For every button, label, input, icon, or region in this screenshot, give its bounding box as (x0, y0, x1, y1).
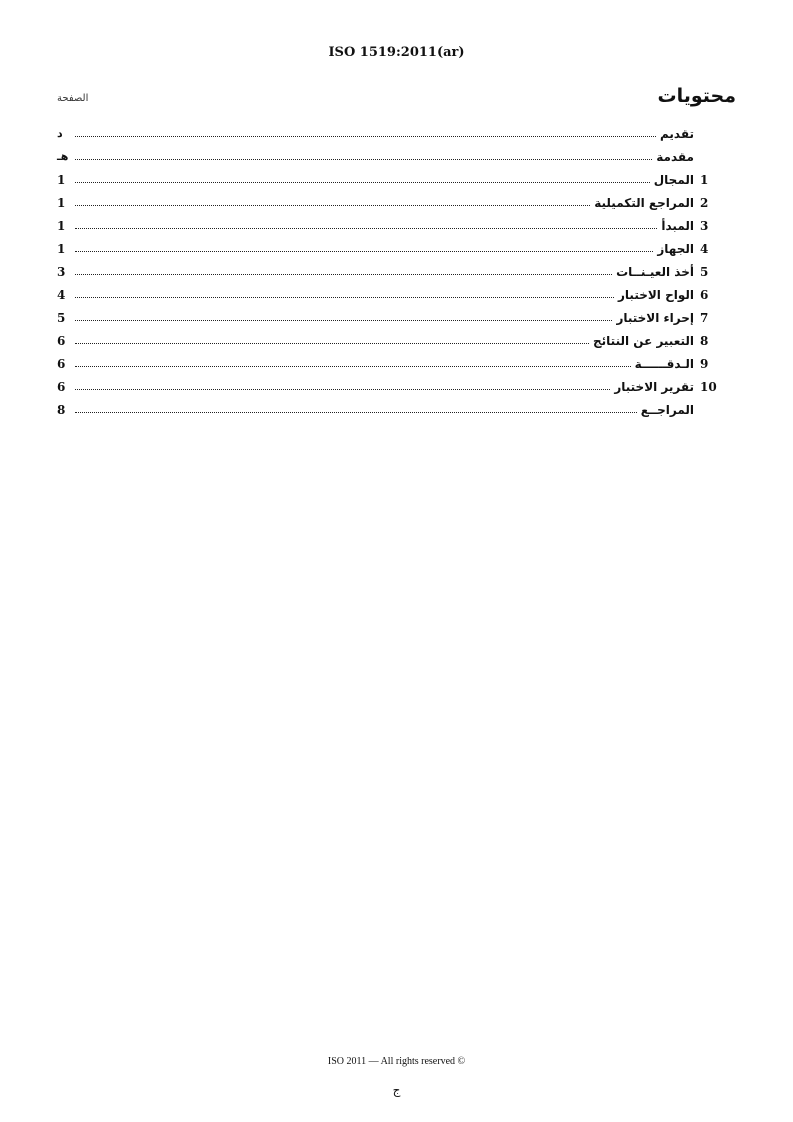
toc-entry-page: 6 (57, 333, 66, 348)
toc-entry-title: المبدأ (661, 218, 694, 233)
toc-entry-number: 5 (700, 264, 709, 279)
dot-leader (75, 389, 610, 390)
toc-entry-bibliography[interactable] (57, 398, 736, 421)
toc-entry-title: مقدمة (656, 149, 694, 164)
toc-entry-page: 6 (57, 379, 66, 394)
dot-leader (75, 182, 650, 183)
toc-entry-number: 10 (700, 379, 717, 394)
toc-entry-number: 7 (700, 310, 709, 325)
toc-title: محتويات (657, 85, 736, 107)
toc-entry-page: هـ (57, 150, 69, 163)
toc-entry-title: أخذ العيـنــات (616, 264, 694, 279)
toc-entry-7[interactable] (57, 306, 736, 329)
toc-entry-title: الواح الاختبار (618, 287, 694, 302)
toc-entry-title: إحراء الاختبار (616, 310, 694, 325)
toc-entry-5[interactable] (57, 260, 736, 283)
dot-leader (75, 274, 612, 275)
toc-entry-title: المراجــع (640, 402, 694, 417)
toc-entry-page: 1 (57, 218, 66, 233)
toc-entry-title: المجال (653, 172, 694, 187)
toc-entry-foreword[interactable] (57, 122, 736, 145)
toc-entry-page: د (57, 127, 63, 140)
dot-leader (75, 205, 590, 206)
dot-leader (75, 159, 652, 160)
dot-leader (75, 136, 656, 137)
dot-leader (75, 412, 637, 413)
toc-entry-3[interactable] (57, 214, 736, 237)
dot-leader (75, 251, 653, 252)
toc-entry-title: التعبير عن النتائج (593, 333, 694, 348)
toc-entry-6[interactable] (57, 283, 736, 306)
toc-entry-1[interactable] (57, 168, 736, 191)
toc-entry-number: 2 (700, 195, 709, 210)
dot-leader (75, 297, 614, 298)
dot-leader (75, 366, 631, 367)
toc-entry-title: الجهاز (657, 241, 694, 256)
toc-entry-title: الـدقــــــة (634, 356, 694, 371)
toc-entry-8[interactable] (57, 329, 736, 352)
toc-entry-title: تقديم (660, 126, 694, 141)
toc-entry-introduction[interactable] (57, 145, 736, 168)
toc-entry-number: 8 (700, 333, 709, 348)
toc-entry-number: 6 (700, 287, 709, 302)
toc-entry-number: 9 (700, 356, 709, 371)
toc-entry-number: 4 (700, 241, 709, 256)
page-number: ج (392, 1083, 401, 1097)
toc-entry-page: 5 (57, 310, 66, 325)
toc-entry-title: تقرير الاختبار (614, 379, 694, 394)
dot-leader (75, 228, 657, 229)
toc-entry-page: 1 (57, 241, 66, 256)
page-column-label: الصفحة (57, 93, 89, 104)
toc-entry-page: 6 (57, 356, 66, 371)
toc-entry-page: 4 (57, 287, 66, 302)
toc-entry-page: 1 (57, 172, 66, 187)
table-of-contents (57, 122, 736, 421)
toc-entry-page: 3 (57, 264, 66, 279)
toc-entry-page: 8 (57, 402, 66, 417)
toc-entry-number: 1 (700, 172, 709, 187)
document-header: ISO 1519:2011(ar) (328, 45, 465, 60)
toc-entry-number: 3 (700, 218, 709, 233)
copyright-notice: ISO 2011 — All rights reserved © (327, 1056, 466, 1067)
toc-entry-9[interactable] (57, 352, 736, 375)
toc-entry-4[interactable] (57, 237, 736, 260)
dot-leader (75, 320, 612, 321)
toc-entry-10[interactable] (57, 375, 736, 398)
toc-entry-2[interactable] (57, 191, 736, 214)
toc-entry-page: 1 (57, 195, 66, 210)
dot-leader (75, 343, 589, 344)
toc-entry-title: المراجع التكميلية (594, 195, 694, 210)
